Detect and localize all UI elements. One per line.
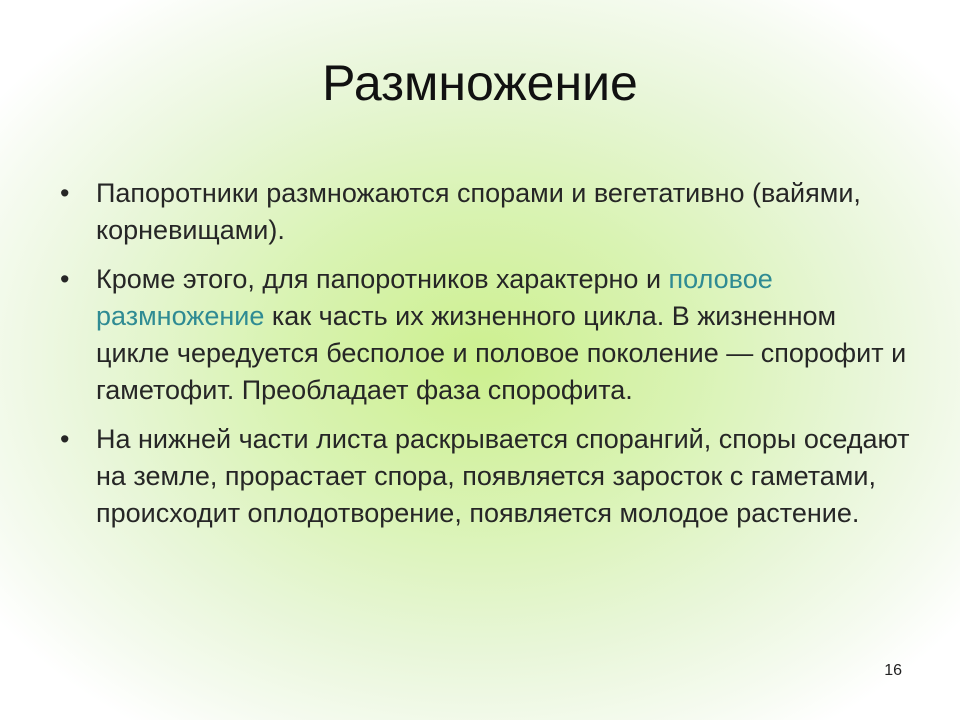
bullet-text-end: как часть их жизненного цикла. В жизненном цикле чередуется бесполое и половое поколение — спорофит и гаметофит. Преобладает фаза спорофита. [96, 301, 907, 405]
bullet-item-3 [60, 421, 910, 532]
bullet-text-start: Кроме этого, для папоротников характерно и [96, 264, 669, 294]
highlighted-link-text[interactable]: половое размножение [96, 264, 773, 331]
bullet-list [60, 175, 910, 544]
bullet-marker: • [60, 178, 70, 208]
page-number: 16 [884, 662, 902, 679]
bullet-marker: • [60, 424, 70, 454]
slide-title: Размножение [322, 55, 638, 111]
bullet-item-2 [60, 261, 910, 409]
bullet-text: На нижней части листа раскрывается спорангий, споры оседают на земле, прорастает спора, появляется заросток с гаметами, происходит оплодотворение, появляется молодое растение. [96, 424, 910, 528]
bullet-item-1 [60, 175, 910, 249]
bullet-text: Папоротники размножаются спорами и вегетативно (вайями, корневищами). [96, 178, 861, 245]
bullet-marker: • [60, 264, 70, 294]
